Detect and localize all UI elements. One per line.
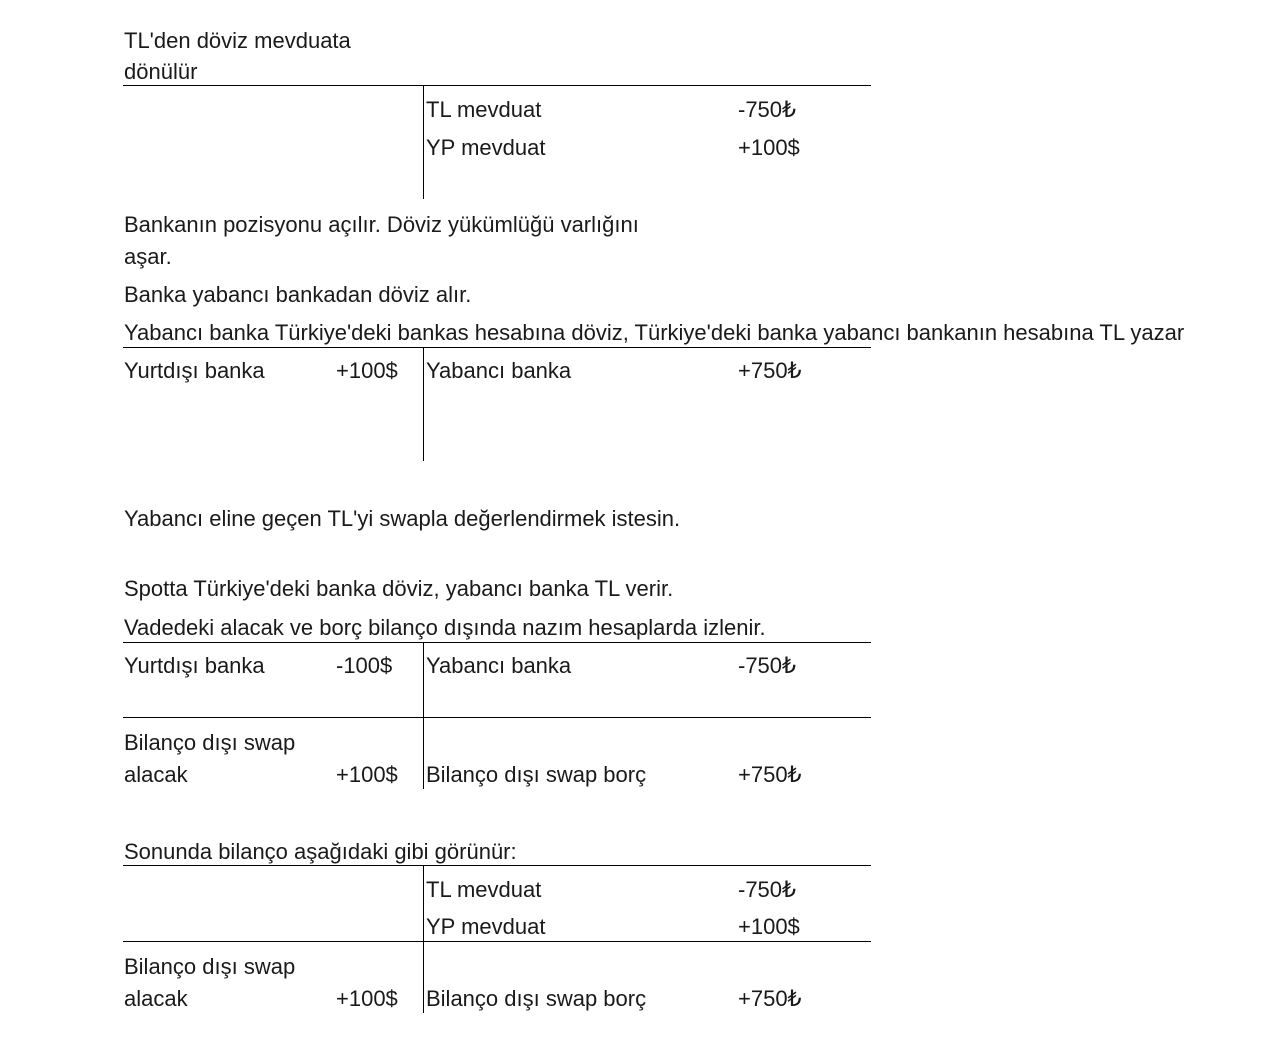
t4-row2-left-label-1: Bilanço dışı swap [124,954,296,979]
t3-row1-right-value: -750₺ [738,653,797,678]
t4-row2-right-label: Bilanço dışı swap borç [426,986,647,1011]
t2-left-value: +100$ [336,358,398,383]
para4-line-1: Sonunda bilanço aşağıdaki gibi görünür: [124,839,517,864]
para2-line-1: Bankanın pozisyonu açılır. Döviz yükümlüğü varlığını [124,212,639,237]
t3-row2-left-label-1: Bilanço dışı swap [124,730,296,755]
t4-row2-right-value: +750₺ [738,986,802,1011]
intro-line-1: TL'den döviz mevduata [124,28,351,53]
t1-right-value-1: -750₺ [738,97,797,122]
t4-row1-value-1: -750₺ [738,877,797,902]
t3-mid-line [123,717,871,718]
t1-right-value-2: +100$ [738,135,800,160]
t3-row2-right-label: Bilanço dışı swap borç [426,762,647,787]
t1-right-label-2: YP mevduat [426,135,546,160]
para3-line-2: Spotta Türkiye'deki banka döviz, yabancı banka TL verir. [124,576,674,601]
t3-row1-left-label: Yurtdışı banka [124,653,265,678]
t2-divider [423,348,424,461]
t4-mid-line [123,941,871,942]
t2-right-value: +750₺ [738,358,802,383]
t2-right-label: Yabancı banka [426,358,572,383]
t4-row2-left-value: +100$ [336,986,398,1011]
t3-row2-right-value: +750₺ [738,762,802,787]
t1-divider [423,86,424,199]
t3-row1-right-label: Yabancı banka [426,653,572,678]
t3-row1-left-value: -100$ [336,653,393,678]
t3-row2-left-label-2: alacak [124,762,188,787]
para3-line-3: Vadedeki alacak ve borç bilanço dışında nazım hesaplarda izlenir. [124,615,766,640]
para2-line-2: aşar. [124,244,172,269]
t4-row1-label-2: YP mevduat [426,914,546,939]
t1-right-label-1: TL mevduat [426,97,542,122]
t3-top-line [123,642,871,643]
intro-line-2: dönülür [124,59,198,84]
t4-row1-label-1: TL mevduat [426,877,542,902]
t2-top-line [123,347,871,348]
t4-top-line [123,865,871,866]
t4-row2-left-label-2: alacak [124,986,188,1011]
t4-row1-value-2: +100$ [738,914,800,939]
para2-line-4: Yabancı banka Türkiye'deki bankas hesabına döviz, Türkiye'deki banka yabancı bankanın hesabına TL yazar [124,320,1185,345]
t1-top-line [123,85,871,86]
t4-divider [423,866,424,1013]
para2-line-3: Banka yabancı bankadan döviz alır. [124,282,472,307]
t3-row2-left-value: +100$ [336,762,398,787]
t3-divider [423,643,424,789]
t2-left-label: Yurtdışı banka [124,358,265,383]
para3-line-1: Yabancı eline geçen TL'yi swapla değerlendirmek istesin. [124,506,681,531]
